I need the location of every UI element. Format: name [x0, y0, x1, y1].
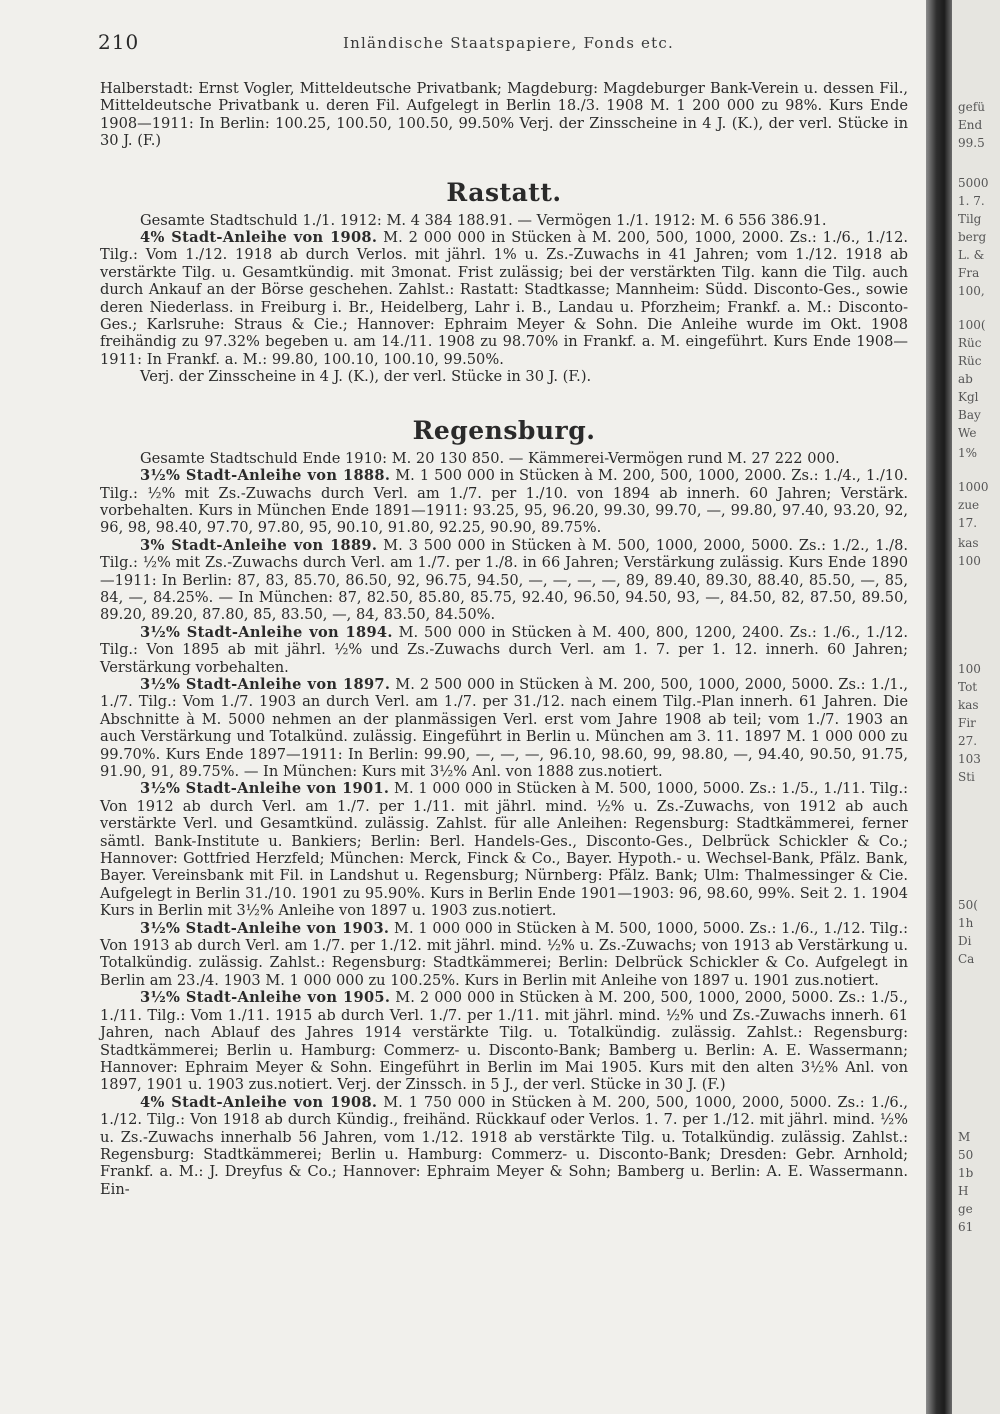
facing-page-fragment: ge	[958, 1202, 973, 1216]
book-gutter	[926, 0, 952, 1414]
facing-page-fragment: 100(	[958, 318, 986, 332]
facing-page-fragment: Rüc	[958, 336, 982, 350]
loan-title: 3½% Stadt-Anleihe von 1901.	[140, 780, 390, 798]
facing-page-fragment: 1b	[958, 1166, 974, 1180]
facing-page-fragment: Tilg	[958, 212, 982, 226]
loan-text: M. 500 000 in Stücken à M. 400, 800, 1200, 2400. Zs.: 1./6., 1./12. Tilg.: Von 1895 ab mit jährl. ½% und Zs.-Zuwachs durch Verl. am 1. 7. per 1. 12. innerh. 60 Jahren; Verstärkung vorbehalten.	[100, 623, 909, 676]
facing-page-fragment: 27.	[958, 734, 978, 748]
facing-page-fragment: berg	[958, 230, 987, 244]
section-title-rastatt: Rastatt.	[446, 177, 562, 207]
loan-title: 3½% Stadt-Anleihe von 1888.	[140, 467, 391, 485]
facing-page-fragment: 1h	[958, 916, 974, 930]
loan-title: 3½% Stadt-Anleihe von 1903.	[140, 919, 390, 937]
facing-page-fragment: Kgl	[958, 390, 979, 404]
regensburg-summary: Gesamte Stadtschuld Ende 1910: M. 20 130 850. — Kämmerei-Vermögen rund M. 27 222 000.	[140, 449, 840, 467]
loan-entry	[100, 676, 908, 780]
facing-page-fragment: Fir	[958, 716, 976, 730]
facing-page-fragment: 100,	[958, 284, 985, 298]
facing-page-fragment: 50(	[958, 898, 978, 912]
facing-page-fragment: kas	[958, 536, 979, 550]
loan-entry	[100, 1094, 908, 1198]
facing-page-edge	[952, 0, 1000, 1414]
facing-page-fragment: ab	[958, 372, 973, 386]
intro-paragraph: Halberstadt: Ernst Vogler, Mitteldeutsche Privatbank; Magdeburg: Magdeburger Bank-Verein u. dessen Fil., Mitteldeutsche Privatbank u. deren Fil. Aufgelegt in Berlin 18./3. 1908 M. 1 200 000 zu 98%. Kurs Ende 1908—1911: In Berlin: 100.25, 100.50, 100.50, 99.50% Verj. der Zinsscheine in 4 J. (K.), der verl. Stücke in 30 J. (F.)	[100, 80, 908, 150]
page-header	[98, 30, 918, 60]
facing-page-fragment: 103	[958, 752, 981, 766]
loan-text: M. 1 500 000 in Stücken à M. 200, 500, 1000, 2000. Zs.: 1./4., 1./10. Tilg.: ½% mit Zs.-Zuwachs durch Verl. am 1./7. per 1./10. von 1894 ab innerh. 60 Jahren; Verstärk. vorbehalten. Kurs in München Ende 1891—1911: 93.25, 95, 96.20, 99.30, 99.70, —, 99.80, 97.40, 93.20, 92, 96, 98, 98.40, 97.70, 97.80, 95, 90.10, 91.80, 92.25, 90.90, 89.75%.	[100, 467, 908, 537]
facing-page-fragment: 5000	[958, 176, 989, 190]
facing-page-fragment: Sti	[958, 770, 975, 784]
loan-entry	[100, 537, 908, 624]
loan-title: 3% Stadt-Anleihe von 1889.	[140, 536, 378, 554]
loan-entry	[100, 920, 908, 990]
loan-entry	[100, 467, 908, 537]
facing-page-fragment: Di	[958, 934, 972, 948]
loan-text: M. 3 500 000 in Stücken à M. 500, 1000, 2000, 5000. Zs.: 1./2., 1./8. Tilg.: ½% mit Zs.-Zuwachs durch Verl. am 1./7. per 1./8. in 66 Jahren; Verstärkung zulässig. Kurs Ende 1890—1911: In Berlin: 87, 83, 85.70, 86.50, 92, 96.75, 94.50, —, —, —, —, 89, 89.40, 89.30, 88.40, 85.50, —, 85, 84, —, 84.25%. — In München: 87, 82.50, 85.80, 85.75, 92.40, 96.50, 94.50, 93, —, 84.50, 82, 87.50, 89.50, 89.20, 89.20, 87.80, 85, 83.50, —, 84, 83.50, 84.50%.	[100, 536, 909, 624]
facing-page-fragment: 1. 7.	[958, 194, 985, 208]
facing-page-fragment: We	[958, 426, 977, 440]
facing-page-fragment: zue	[958, 498, 980, 512]
facing-page-fragment: 17.	[958, 516, 978, 530]
facing-page-fragment: Ca	[958, 952, 975, 966]
loan-title: 4% Stadt-Anleihe von 1908.	[140, 229, 378, 247]
loan-title: 3½% Stadt-Anleihe von 1894.	[140, 623, 393, 641]
facing-page-fragment: M	[958, 1130, 971, 1144]
loan-title: 3½% Stadt-Anleihe von 1905.	[140, 989, 391, 1007]
facing-page-fragment: 1000	[958, 480, 989, 494]
facing-page-fragment: Rüc	[958, 354, 982, 368]
facing-page-fragment: 100	[958, 554, 981, 568]
facing-page-fragment: gefü	[958, 100, 985, 114]
facing-page-fragment: 1%	[958, 446, 978, 460]
facing-page-fragment: 99.5	[958, 136, 985, 150]
rastatt-verj: Verj. der Zinsscheine in 4 J. (K.), der verl. Stücke in 30 J. (F.).	[140, 368, 592, 386]
facing-page-fragment: 61	[958, 1220, 974, 1234]
facing-page-fragment: Tot	[958, 680, 978, 694]
loan-entry	[100, 780, 908, 919]
loan-title: 3½% Stadt-Anleihe von 1897.	[140, 675, 391, 693]
running-head: Inländische Staatspapiere, Fonds etc.	[343, 34, 674, 52]
loan-text: M. 2 500 000 in Stücken à M. 200, 500, 1000, 2000, 5000. Zs.: 1./1., 1./7. Tilg.: Vom 1./7. 1903 an durch Verl. am 1./7. per 31./12. nach einem Tilg.-Plan innerh. 61 Jahren. Die Abschnitte à M. 5000 nehmen an der planmässigen Verl. erst vom Jahre 1908 ab teil; vom 1./7. 1903 an auch Verstärkung und Totalkünd. zulässig. Eingeführt in Berlin u. München am 3. 11. 1897 M. 1 000 000 zu 99.70%. Kurs Ende 1897—1911: In Berlin: 99.90, —, —, —, 96.10, 98.60, 99, 98.80, —, 94.40, 90.50, 91.75, 91.90, 91, 89.75%. — In München: Kurs mit 3½% Anl. von 1888 zus.notiert.	[100, 675, 908, 780]
section-title-regensburg: Regensburg.	[412, 415, 596, 445]
loan-text: M. 1 000 000 in Stücken à M. 500, 1000, 5000. Zs.: 1./6., 1./12. Tilg.: Von 1913 ab durch Verl. am 1./7. per 1./12. mit jährl. mind. ½% u. Zs.-Zuwachs; von 1913 ab Verstärkung u. Totalkündig. zulässig. Zahlst.: Regensburg: Stadtkämmerei; Berlin: Delbrück Schickler & Co. Aufgelegt in Berlin am 23./4. 1903 M. 1 000 000 zu 100.25%. Kurs in Berlin mit Anleihe von 1897 u. 1901 zus.notiert.	[100, 919, 909, 989]
loan-text: M. 1 000 000 in Stücken à M. 500, 1000, 5000. Zs.: 1./5., 1./11. Tilg.: Von 1912 ab durch Verl. am 1./7. per 1./11. mit jährl. mind. ½% u. Zs.-Zuwachs, von 1912 ab auch verstärkte Verl. und Gesamtkünd. zulässig. Zahlst. für alle Anleihen: Regensburg: Stadtkämmerei, ferner sämtl. Bank-Institute u. Bankiers; Berlin: Berl. Handels-Ges., Disconto-Ges., Delbrück Schickler & Co.; Hannover: Gottfried Herzfeld; München: Merck, Finck & Co., Bayer. Hypoth.- u. Wechsel-Bank, Pfälz. Bank, Bayer. Vereinsbank mit Fil. in Landshut u. Regensburg; Nürnberg: Pfälz. Bank; Ulm: Thalmessinger & Cie. Aufgelegt in Berlin 31./10. 1901 zu 95.90%. Kurs in Berlin Ende 1901—1903: 96, 98.60, 99%. Seit 2. 1. 1904 Kurs in Berlin mit 3½% Anleihe von 1897 u. 1903 zus.notiert.	[100, 780, 909, 920]
loan-entry	[100, 624, 908, 676]
facing-page-fragment: L. &	[958, 248, 985, 262]
rastatt-loan-1908	[100, 229, 908, 368]
facing-page-fragment: Bay	[958, 408, 981, 422]
loan-text: M. 2 000 000 in Stücken à M. 200, 500, 1000, 2000. Zs.: 1./6., 1./12. Tilg.: Vom 1./12. 1918 ab durch Verlos. mit jährl. 1% u. Zs.-Zuwachs in 41 Jahren; vom 1./12. 1918 ab verstärkte Tilg. u. Gesamtkündig. mit 3monat. Frist zulässig; bei der verstärkten Tilg. kann die Tilg. auch durch Ankauf an der Börse geschehen. Zahlst.: Rastatt: Stadtkasse; Mannheim: Südd. Disconto-Ges., sowie deren Niederlass. in Freiburg i. Br., Heidelberg, Lahr i. B., Landau u. Pforzheim; Frankf. a. M.: Disconto-Ges.; Karlsruhe: Straus & Cie.; Hannover: Ephraim Meyer & Sohn. Die Anleihe wurde im Okt. 1908 freihändig zu 97.32% begeben u. am 14./11. 1908 zu 98.70% in Frankf. a. M. eingeführt. Kurs Ende 1908—1911: In Frankf. a. M.: 99.80, 100.10, 100.10, 99.50%.	[100, 229, 909, 368]
facing-page-fragment: kas	[958, 698, 979, 712]
page-body	[100, 80, 908, 1198]
page-number: 210	[98, 30, 140, 54]
rastatt-summary: Gesamte Stadtschuld 1./1. 1912: M. 4 384 188.91. — Vermögen 1./1. 1912: M. 6 556 386.91.	[140, 211, 827, 229]
loan-text: M. 1 750 000 in Stücken à M. 200, 500, 1000, 2000, 5000. Zs.: 1./6., 1./12. Tilg.: Von 1918 ab durch Kündig., freihänd. Rückkauf oder Verlos. 1. 7. per 1./12. mit jährl. mind. ½% u. Zs.-Zuwachs innerhalb 56 Jahren, vom 1./12. 1918 ab verstärkte Tilg. u. Totalkündig. zulässig. Zahlst.: Regensburg: Stadtkämmerei; Berlin u. Hamburg: Commerz- u. Disconto-Bank; Dresden: Gebr. Arnhold; Frankf. a. M.: J. Dreyfus & Co.; Hannover: Ephraim Meyer & Sohn; Bamberg u. Berlin: A. E. Wassermann. Ein-	[100, 1093, 908, 1198]
loan-entry	[100, 989, 908, 1093]
facing-page-fragment: End	[958, 118, 983, 132]
facing-page-fragment: 50	[958, 1148, 974, 1162]
facing-page-fragment: Fra	[958, 266, 980, 280]
facing-page-fragment: H	[958, 1184, 969, 1198]
loan-title: 4% Stadt-Anleihe von 1908.	[140, 1093, 378, 1111]
loan-text: M. 2 000 000 in Stücken à M. 200, 500, 1000, 2000, 5000. Zs.: 1./5., 1./11. Tilg.: Vom 1./11. 1915 ab durch Verl. 1./7. per 1./11. mit jährl. mind. ½% und Zs.-Zuwachs innerh. 61 Jahren, nach Ablauf des Jahres 1914 verstärkte Tilg. u. Totalkündig. zulässig. Zahlst.: Regensburg: Stadtkämmerei; Berlin u. Hamburg: Commerz- u. Disconto-Bank; Bamberg u. Berlin: A. E. Wassermann; Hannover: Ephraim Meyer & Sohn. Eingeführt in Berlin im Mai 1905. Kurs mit den alten 3½% Anl. von 1897, 1901 u. 1903 zus.notiert. Verj. der Zinssch. in 5 J., der verl. Stücke in 30 J. (F.)	[100, 989, 908, 1094]
facing-page-fragment: 100	[958, 662, 981, 676]
